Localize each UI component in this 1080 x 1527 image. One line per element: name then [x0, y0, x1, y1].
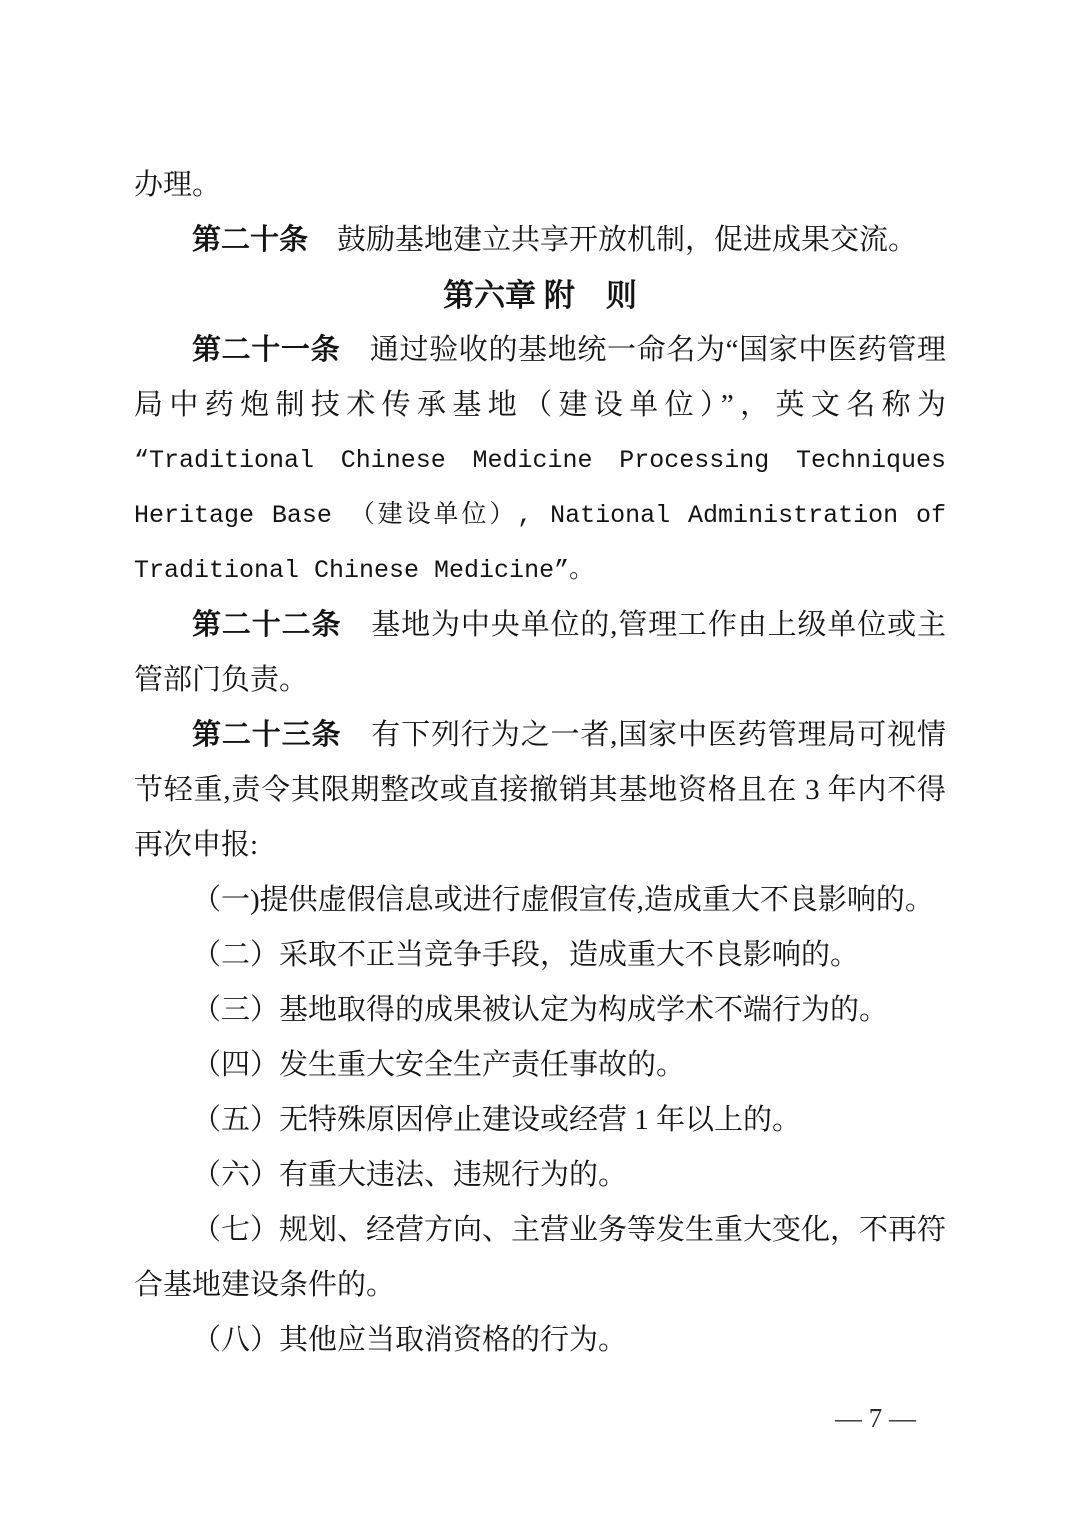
document-body	[134, 158, 946, 1368]
article-text: 通过验收的基地统一命名为“国家中医药管理	[340, 334, 946, 366]
document-line-english: “Traditional Chinese Medicine Processing Techniques	[134, 446, 946, 475]
document-line-english: Heritage Base （建设单位）, National Administration of	[134, 501, 946, 530]
document-line	[134, 708, 946, 763]
document-line: 节轻重,责令其限期整改或直接撤销其基地资格且在 3 年内不得	[134, 774, 946, 806]
article-text: 基地为中央单位的,管理工作由上级单位或主	[341, 609, 946, 641]
document-line: 管部门负责。	[134, 664, 309, 696]
list-item: （六）有重大违法、违规行为的。	[192, 1159, 628, 1191]
chapter-heading: 第六章 附 则	[443, 278, 637, 313]
list-item: （一)提供虚假信息或进行虚假宣传,造成重大不良影响的。	[192, 884, 934, 916]
article-number: 第二十二条	[192, 609, 342, 641]
article-number: 第二十条	[192, 224, 309, 256]
document-line: 局中药炮制技术传承基地（建设单位）”，英文名称为	[134, 389, 946, 421]
list-item: （七）规划、经营方向、主营业务等发生重大变化，不再符	[192, 1214, 947, 1246]
document-line	[134, 213, 946, 268]
article-text: 鼓励基地建立共享开放机制，促进成果交流。	[308, 224, 918, 256]
document-line: 合基地建设条件的。	[134, 1269, 396, 1301]
page-number: — 7 —	[835, 1403, 916, 1433]
document-line-english: Traditional Chinese Medicine”。	[134, 556, 595, 585]
article-number: 第二十三条	[192, 719, 342, 751]
article-number: 第二十一条	[192, 334, 341, 366]
document-line	[134, 323, 946, 378]
document-line: 再次申报:	[134, 829, 259, 861]
document-line	[134, 598, 946, 653]
list-item: （四）发生重大安全生产责任事故的。	[192, 1049, 686, 1081]
article-text: 有下列行为之一者,国家中医药管理局可视情	[341, 719, 946, 751]
list-item: （八）其他应当取消资格的行为。	[192, 1324, 628, 1356]
list-item: （三）基地取得的成果被认定为构成学术不端行为的。	[192, 994, 889, 1026]
list-item: （五）无特殊原因停止建设或经营 1 年以上的。	[192, 1104, 802, 1136]
list-item: （二）采取不正当竞争手段，造成重大不良影响的。	[192, 939, 860, 971]
document-line: 办理。	[134, 169, 222, 201]
